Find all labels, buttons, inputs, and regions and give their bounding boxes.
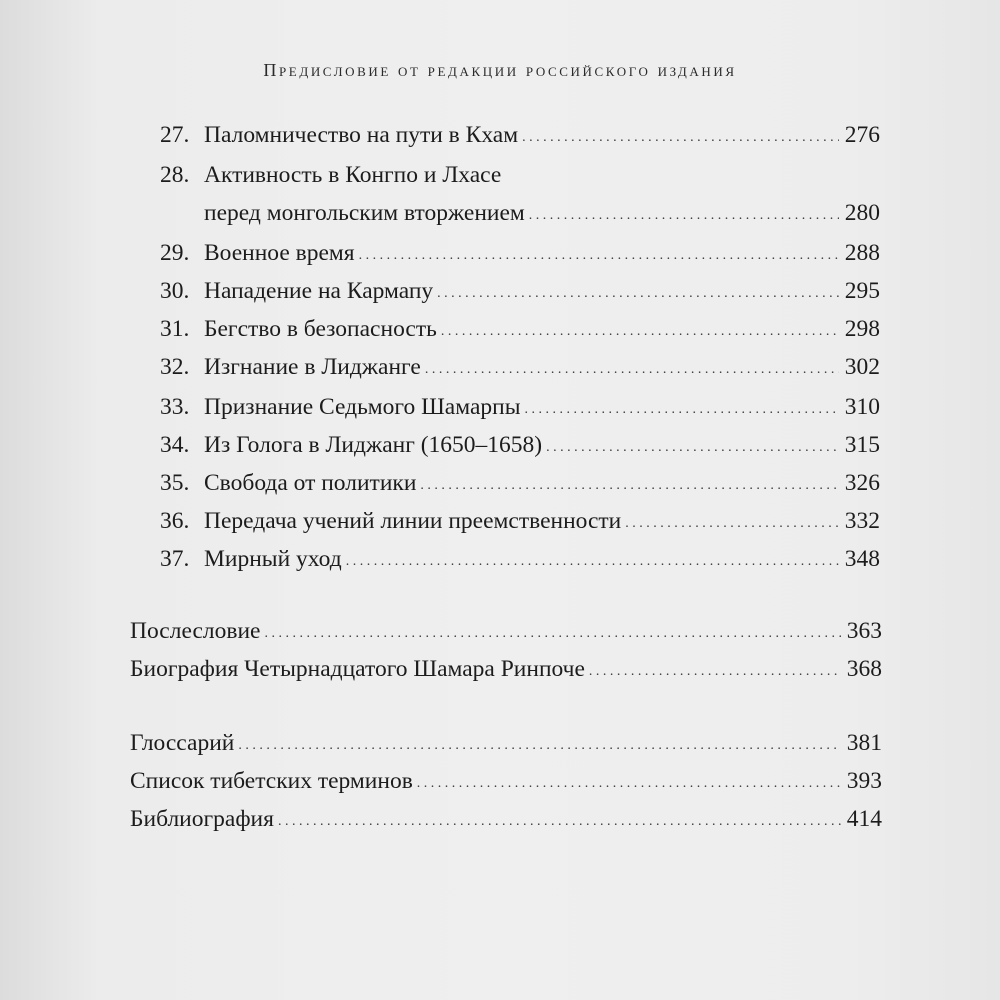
page-number: 280	[844, 200, 880, 226]
toc-entry-37	[160, 542, 880, 576]
toc-entry-33	[160, 390, 880, 424]
dot-leader	[416, 466, 838, 500]
chapter-number: 37.	[160, 546, 190, 572]
dot-leader	[433, 274, 839, 308]
chapter-title: Изгнание в Лиджанге	[204, 354, 421, 380]
toc-entry-bibliography	[130, 802, 882, 836]
toc-entry-34	[160, 428, 880, 462]
chapter-number: 34.	[160, 432, 190, 458]
page-number: 363	[846, 618, 882, 644]
toc-entry-36	[160, 504, 880, 538]
page-number: 315	[844, 432, 880, 458]
dot-leader	[621, 504, 838, 538]
chapter-title: Мирный уход	[204, 546, 342, 572]
chapter-number: 35.	[160, 470, 190, 496]
chapter-title: Передача учений линии преемственности	[204, 508, 622, 534]
entry-title: Список тибетских терминов	[130, 768, 413, 794]
page-number: 298	[844, 316, 880, 342]
chapter-number: 31.	[160, 316, 190, 342]
toc-entry-29	[160, 236, 880, 270]
toc-entry-glossary	[130, 726, 882, 760]
dot-leader	[413, 764, 841, 798]
chapter-number: 32.	[160, 354, 190, 380]
page-number: 348	[844, 546, 880, 572]
entry-title: Биография Четырнадцатого Шамара Ринпоче	[130, 656, 585, 682]
toc-entry-30	[160, 274, 880, 308]
toc-entry-28-continued	[160, 196, 880, 230]
chapter-number: 36.	[160, 508, 190, 534]
entry-title: Глоссарий	[130, 730, 235, 756]
page-number: 332	[844, 508, 880, 534]
toc-entry-biography	[130, 652, 882, 686]
chapter-number: 29.	[160, 240, 190, 266]
toc-entry-32	[160, 350, 880, 384]
chapter-number: 28.	[160, 162, 190, 188]
dot-leader	[261, 614, 841, 648]
chapter-title: Паломничество на пути в Кхам	[204, 122, 519, 148]
page-number: 302	[844, 354, 880, 380]
page-number: 326	[844, 470, 880, 496]
page-number: 276	[844, 122, 880, 148]
dot-leader	[437, 312, 839, 346]
dot-leader	[521, 390, 839, 424]
dot-leader	[421, 350, 839, 384]
dot-leader	[342, 542, 839, 576]
running-head: Предисловие от редакции российского издания	[263, 60, 737, 80]
chapter-title: Свобода от политики	[204, 470, 417, 496]
page-number: 414	[846, 806, 882, 832]
page-number: 381	[846, 730, 882, 756]
dot-leader	[234, 726, 840, 760]
toc-entry-28	[160, 158, 880, 192]
page-number: 288	[844, 240, 880, 266]
page-number: 393	[846, 768, 882, 794]
chapter-title: Из Голога в Лиджанг (1650–1658)	[204, 432, 543, 458]
chapter-title: Активность в Конгпо и Лхасе	[204, 162, 502, 188]
page-number: 368	[846, 656, 882, 682]
entry-title: Библиография	[130, 806, 274, 832]
chapter-title: Военное время	[204, 240, 355, 266]
dot-leader	[525, 196, 839, 230]
page-number: 295	[844, 278, 880, 304]
chapter-title: Нападение на Кармапу	[204, 278, 434, 304]
entry-title: Послесловие	[130, 618, 261, 644]
chapter-title: Бегство в безопасность	[204, 316, 437, 342]
chapter-title: перед монгольским вторжением	[204, 200, 525, 226]
toc-entry-tibetan-terms	[130, 764, 882, 798]
chapter-number: 27.	[160, 122, 190, 148]
chapter-number: 30.	[160, 278, 190, 304]
dot-leader	[355, 236, 839, 270]
chapter-title: Признание Седьмого Шамарпы	[204, 394, 521, 420]
toc-entry-27	[160, 118, 880, 152]
chapter-number: 33.	[160, 394, 190, 420]
dot-leader	[274, 802, 841, 836]
dot-leader	[585, 652, 841, 686]
toc-entry-35	[160, 466, 880, 500]
toc-entry-31	[160, 312, 880, 346]
toc-entry-afterword	[130, 614, 882, 648]
dot-leader	[542, 428, 839, 462]
dot-leader	[518, 118, 839, 152]
page-number: 310	[844, 394, 880, 420]
